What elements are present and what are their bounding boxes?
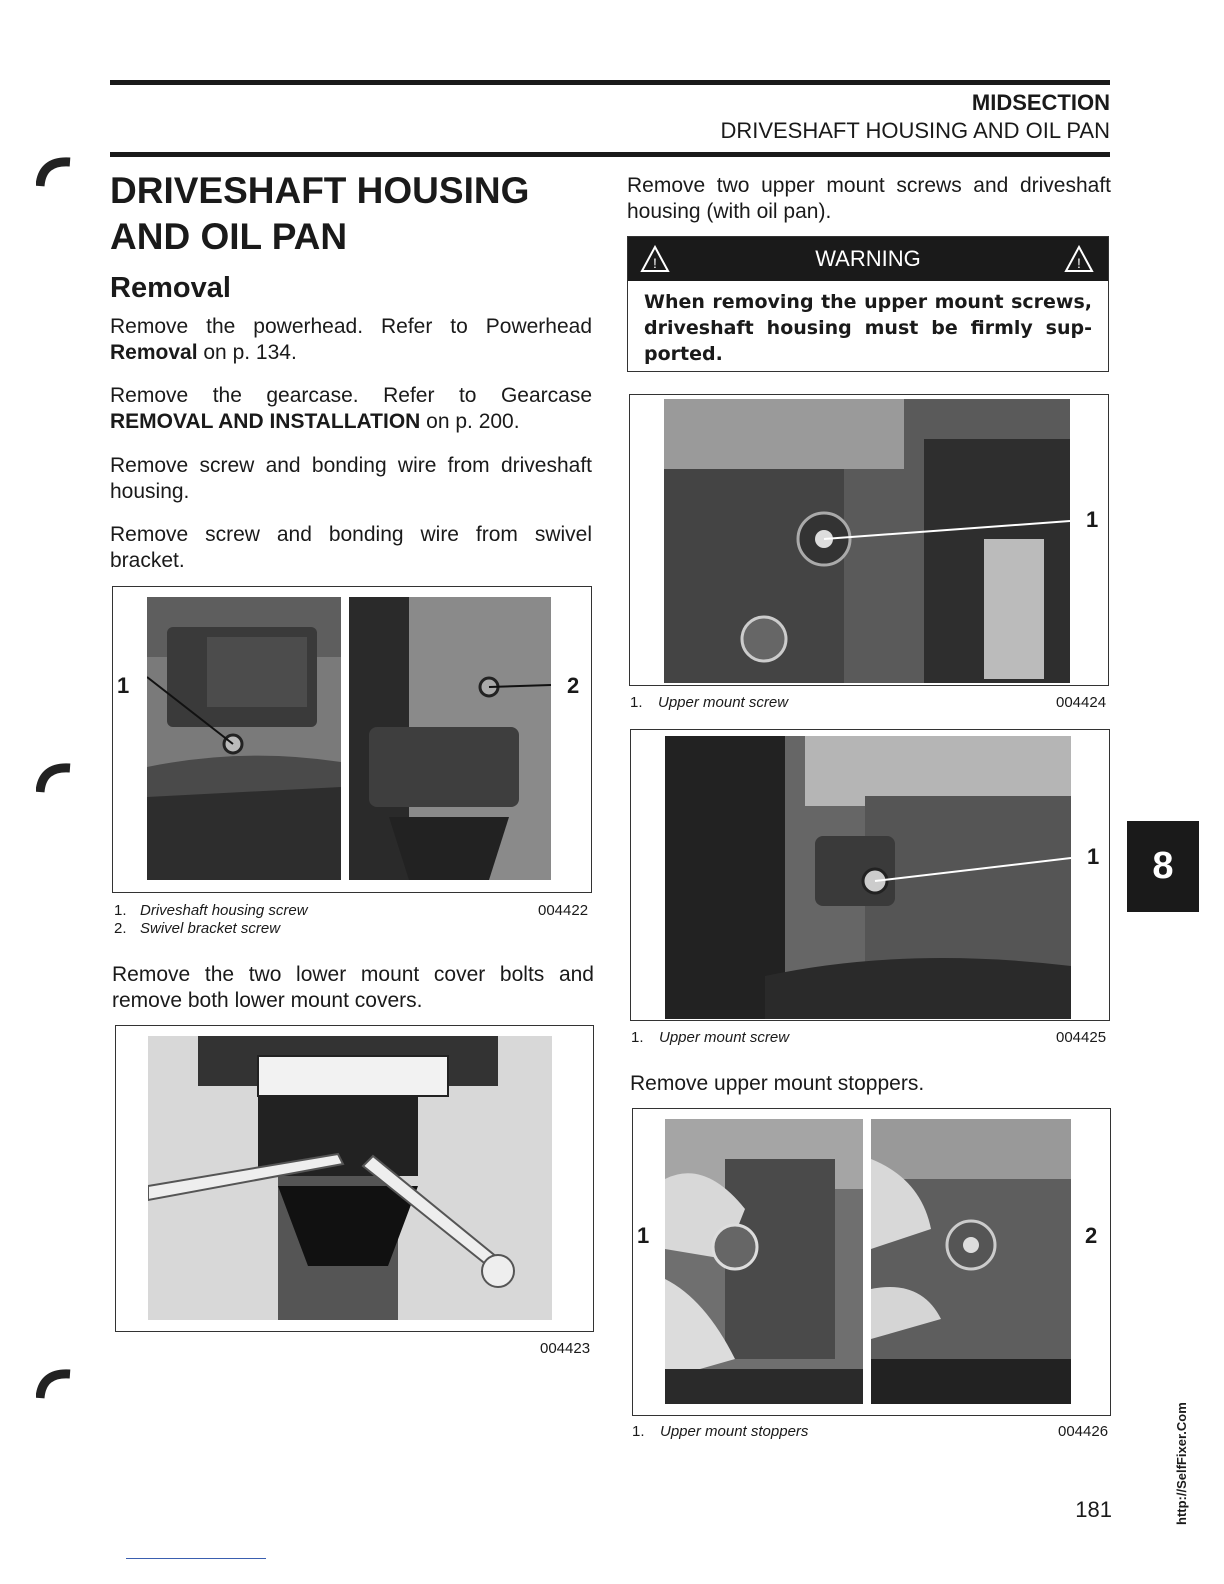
punch-hole-mark: [36, 762, 76, 802]
paragraph-gearcase: [110, 383, 592, 435]
warning-triangle-icon: [1064, 245, 1094, 273]
punch-hole-mark: [36, 156, 76, 196]
callout-1: 1: [637, 1223, 650, 1248]
paragraph-text: on p. 200.: [420, 410, 520, 433]
figure-id: 004422: [538, 902, 589, 919]
caption-text: Upper mount screw: [658, 694, 789, 711]
caption-text: Driveshaft housing screw: [140, 902, 308, 919]
bottom-line: [126, 1558, 266, 1559]
paragraph-stoppers: Remove upper mount stoppers.: [630, 1072, 925, 1095]
svg-text:!: !: [1077, 255, 1081, 271]
caption-text: Swivel bracket screw: [140, 920, 281, 937]
photo-lower-mount-covers: [148, 1036, 552, 1320]
photo-upper-mount-screw-b: [665, 736, 1071, 1019]
chapter-tab: 8: [1127, 821, 1199, 912]
caption-number: 1.: [114, 902, 127, 919]
callout-1: 1: [1086, 507, 1099, 532]
warning-box: [627, 236, 1109, 372]
figure-004424: [629, 394, 1109, 686]
header-subsection: DRIVESHAFT HOUSING AND OIL PAN: [720, 118, 1110, 143]
figure-id: 004423: [540, 1340, 591, 1357]
paragraph-powerhead: [110, 314, 592, 366]
figure-004426: [632, 1108, 1111, 1416]
side-url-text: http://SelfFixer.Com: [1174, 1402, 1189, 1525]
header-top-rule: [110, 80, 1110, 85]
figure-id: 004425: [1056, 1029, 1107, 1046]
header-bottom-rule: [110, 152, 1110, 157]
page-title: DRIVESHAFT HOUSING AND OIL PAN: [110, 170, 530, 257]
paragraph-text: on p. 134.: [197, 341, 297, 364]
punch-hole-mark: [36, 1368, 76, 1408]
callout-1: 1: [1087, 844, 1100, 869]
warning-title: WARNING: [815, 246, 921, 271]
photo-upper-mount-stopper-b: [871, 1119, 1071, 1404]
page-number: 181: [1075, 1497, 1112, 1522]
caption-number: 2.: [114, 920, 127, 937]
link-removal: Removal: [110, 341, 198, 364]
svg-text:!: !: [653, 255, 657, 271]
caption-number: 1.: [631, 1029, 644, 1046]
paragraph-text: Remove the powerhead. Refer to Powerhead: [110, 315, 592, 338]
warning-header: [628, 237, 1108, 281]
header-section: MIDSECTION: [971, 90, 1110, 115]
link-removal-installation: REMOVAL AND INSTALLATION: [110, 410, 421, 433]
caption-number: 1.: [632, 1423, 645, 1440]
section-heading: Removal: [110, 272, 231, 304]
callout-2: 2: [567, 673, 580, 698]
caption-number: 1.: [630, 694, 643, 711]
paragraph-lower-mount: Remove the two lower mount cover bolts and remove both lower mount covers.: [112, 963, 594, 1012]
callout-1: 1: [117, 673, 130, 698]
photo-swivel-screw: [349, 597, 551, 880]
photo-upper-mount-screw-a: [664, 399, 1070, 683]
caption-text: Upper mount stoppers: [660, 1423, 809, 1440]
paragraph-bonding-swivel: Remove screw and bonding wire from swivel bracket.: [110, 523, 592, 572]
warning-text: When removing the upper mount screws, driveshaft housing must be firmly sup-ported.: [644, 291, 1092, 365]
caption-text: Upper mount screw: [659, 1029, 790, 1046]
figure-id: 004426: [1058, 1423, 1109, 1440]
photo-driveshaft-screw: [147, 597, 341, 880]
figure-004422: [112, 586, 592, 893]
figure-004425: [630, 729, 1110, 1021]
figure-004423: [115, 1025, 594, 1332]
paragraph-bonding-driveshaft: Remove screw and bonding wire from driveshaft housing.: [110, 454, 592, 503]
figure-id: 004424: [1056, 694, 1107, 711]
callout-2: 2: [1085, 1223, 1098, 1248]
photo-upper-mount-stopper-a: [665, 1119, 863, 1404]
paragraph-upper-mount-screws: Remove two upper mount screws and driveshaft housing (with oil pan).: [627, 174, 1111, 223]
paragraph-text: Remove the gearcase. Refer to Gearcase: [110, 384, 592, 407]
